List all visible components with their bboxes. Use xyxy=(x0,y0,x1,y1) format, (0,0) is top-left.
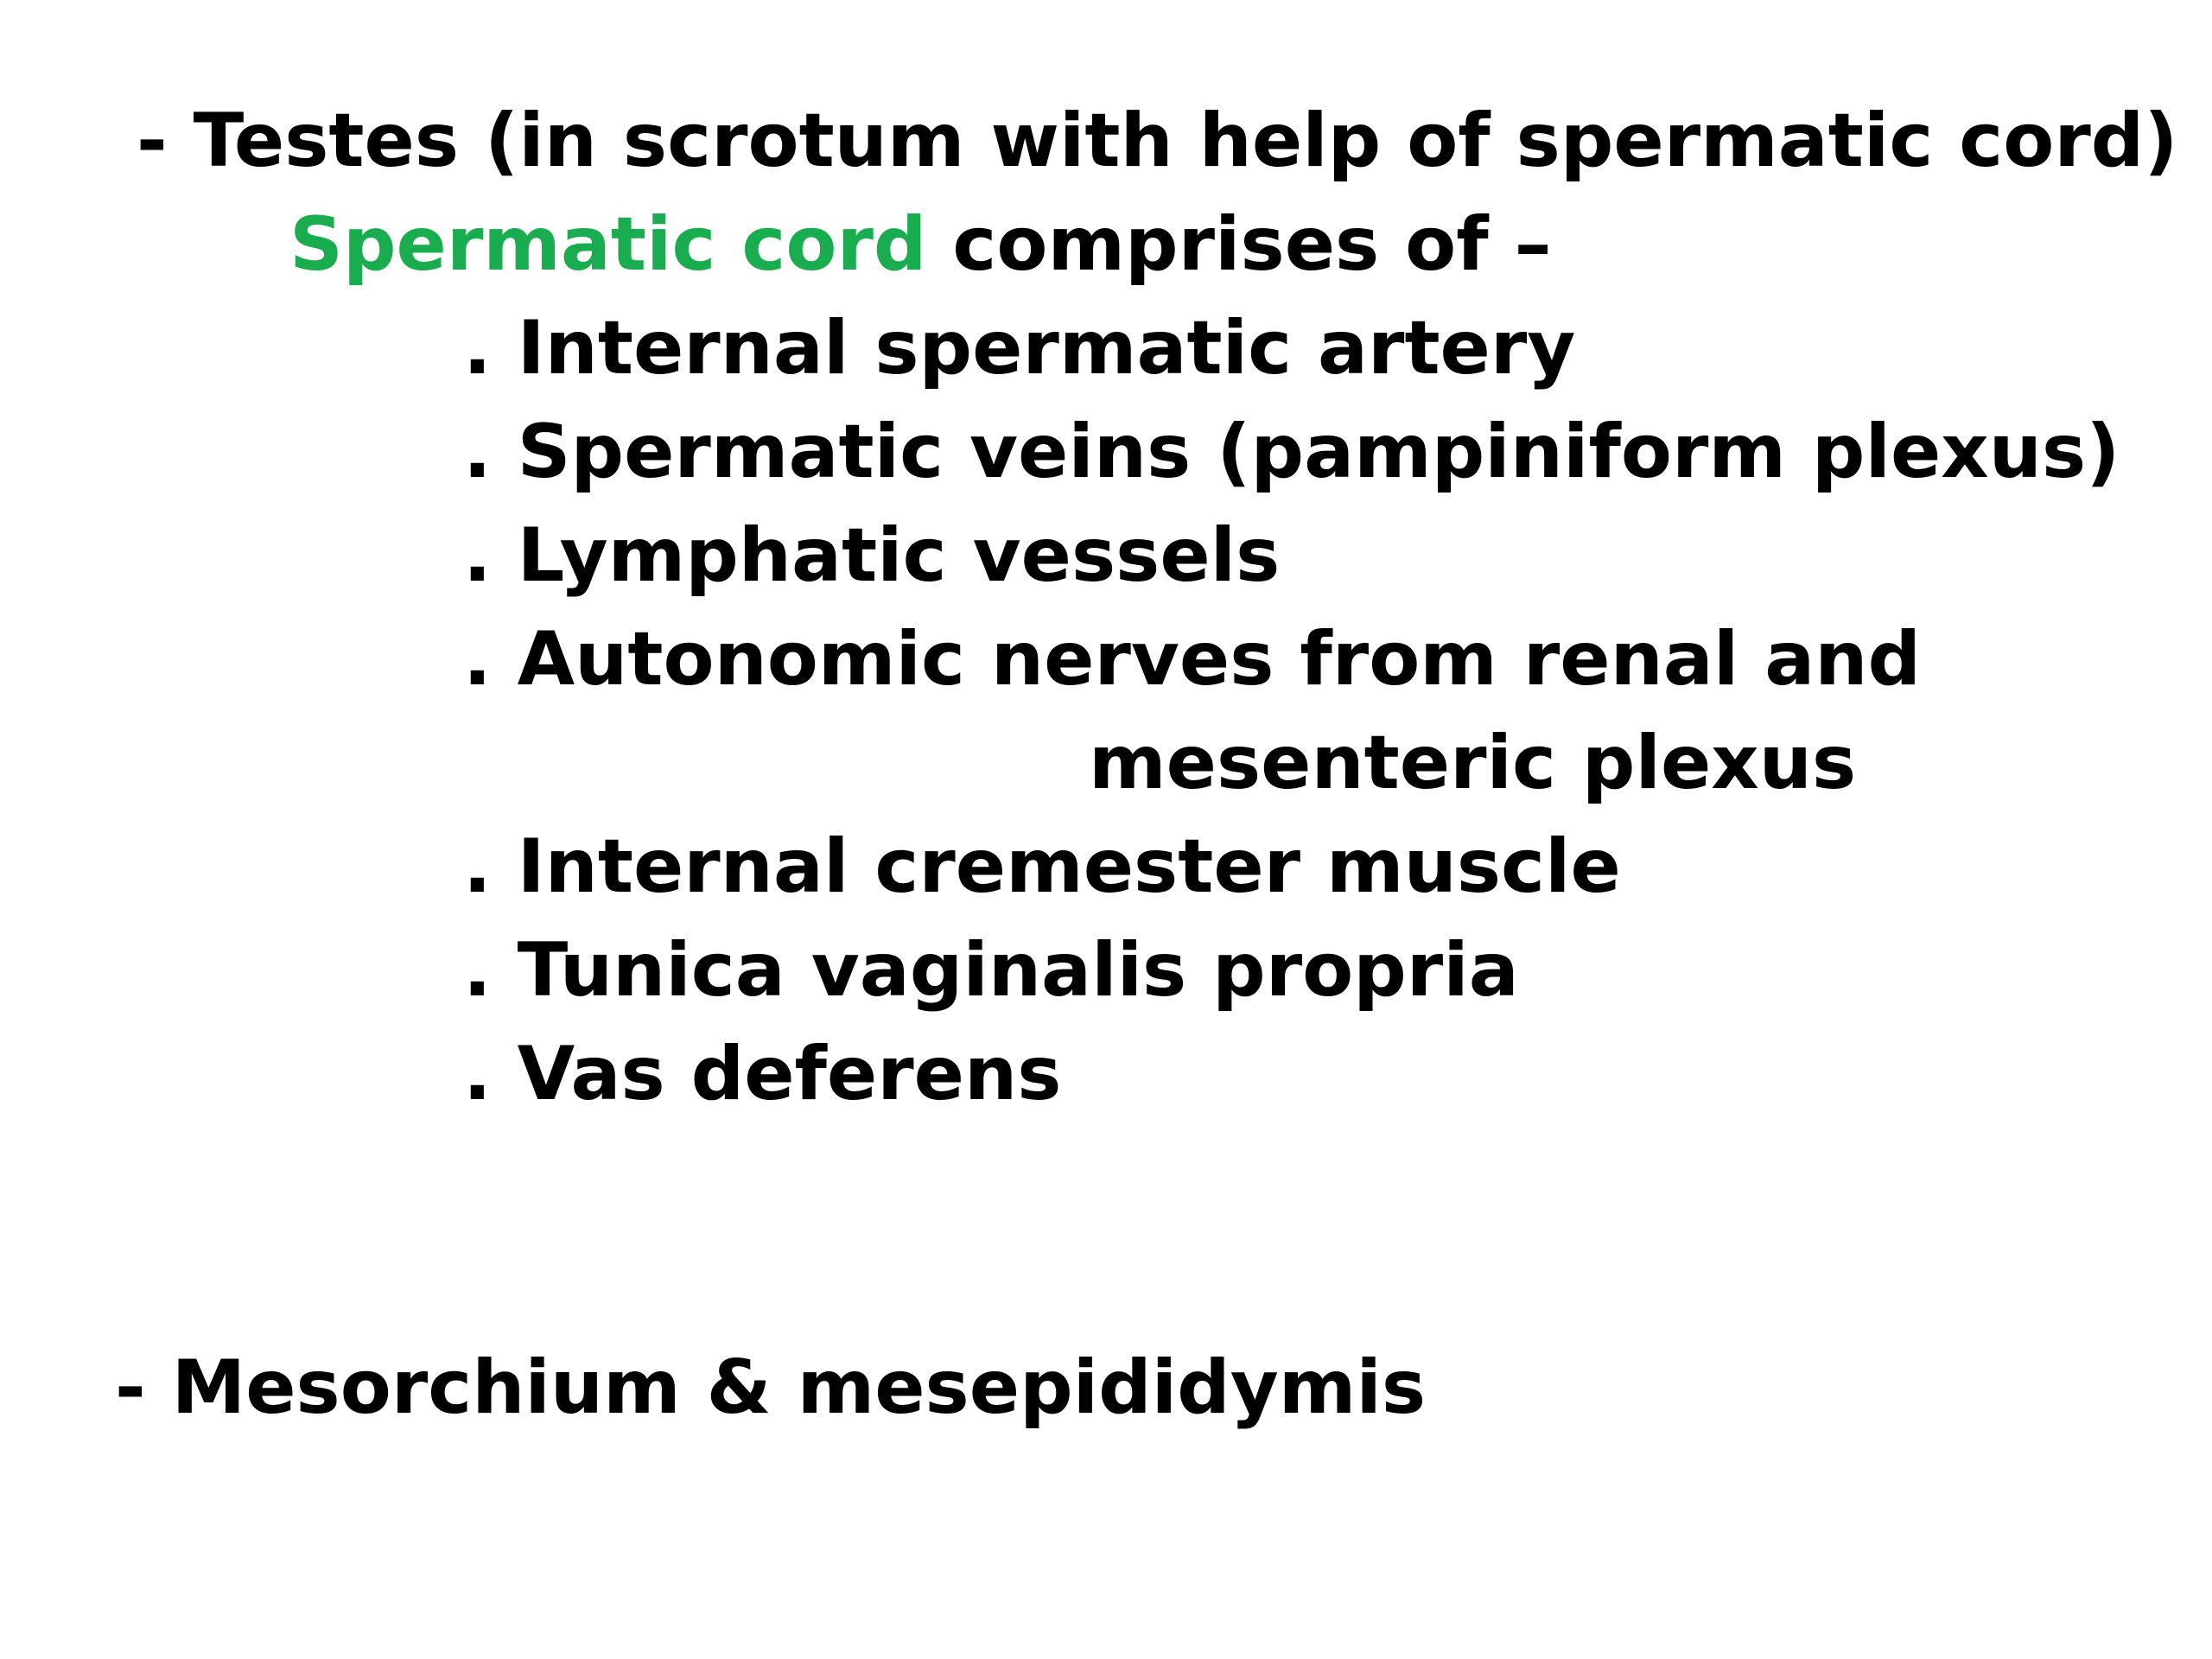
heading-mesorchium: - Mesorchium & mesepididymis xyxy=(115,1344,1427,1431)
component-vas-deferens: . Vas deferens xyxy=(463,1031,1062,1117)
component-autonomic-nerves-continued: mesenteric plexus xyxy=(1089,720,1857,806)
component-tunica-vaginalis-propria: . Tunica vaginalis propria xyxy=(463,927,1519,1014)
heading-testes: - Testes (in scrotum with help of spermatic cord) xyxy=(137,98,2178,184)
component-internal-spermatic-artery: . Internal spermatic artery xyxy=(463,305,1576,391)
spermatic-cord-term: Spermatic cord xyxy=(289,201,927,288)
spermatic-cord-line xyxy=(289,201,1552,288)
component-spermatic-veins: . Spermatic veins (pampiniform plexus) xyxy=(463,409,2120,495)
spermatic-cord-rest: comprises of – xyxy=(926,201,1552,288)
component-lymphatic-vessels: . Lymphatic vessels xyxy=(463,512,1281,599)
component-autonomic-nerves: . Autonomic nerves from renal and xyxy=(463,616,1922,702)
component-internal-cremester-muscle: . Internal cremester muscle xyxy=(463,823,1621,910)
